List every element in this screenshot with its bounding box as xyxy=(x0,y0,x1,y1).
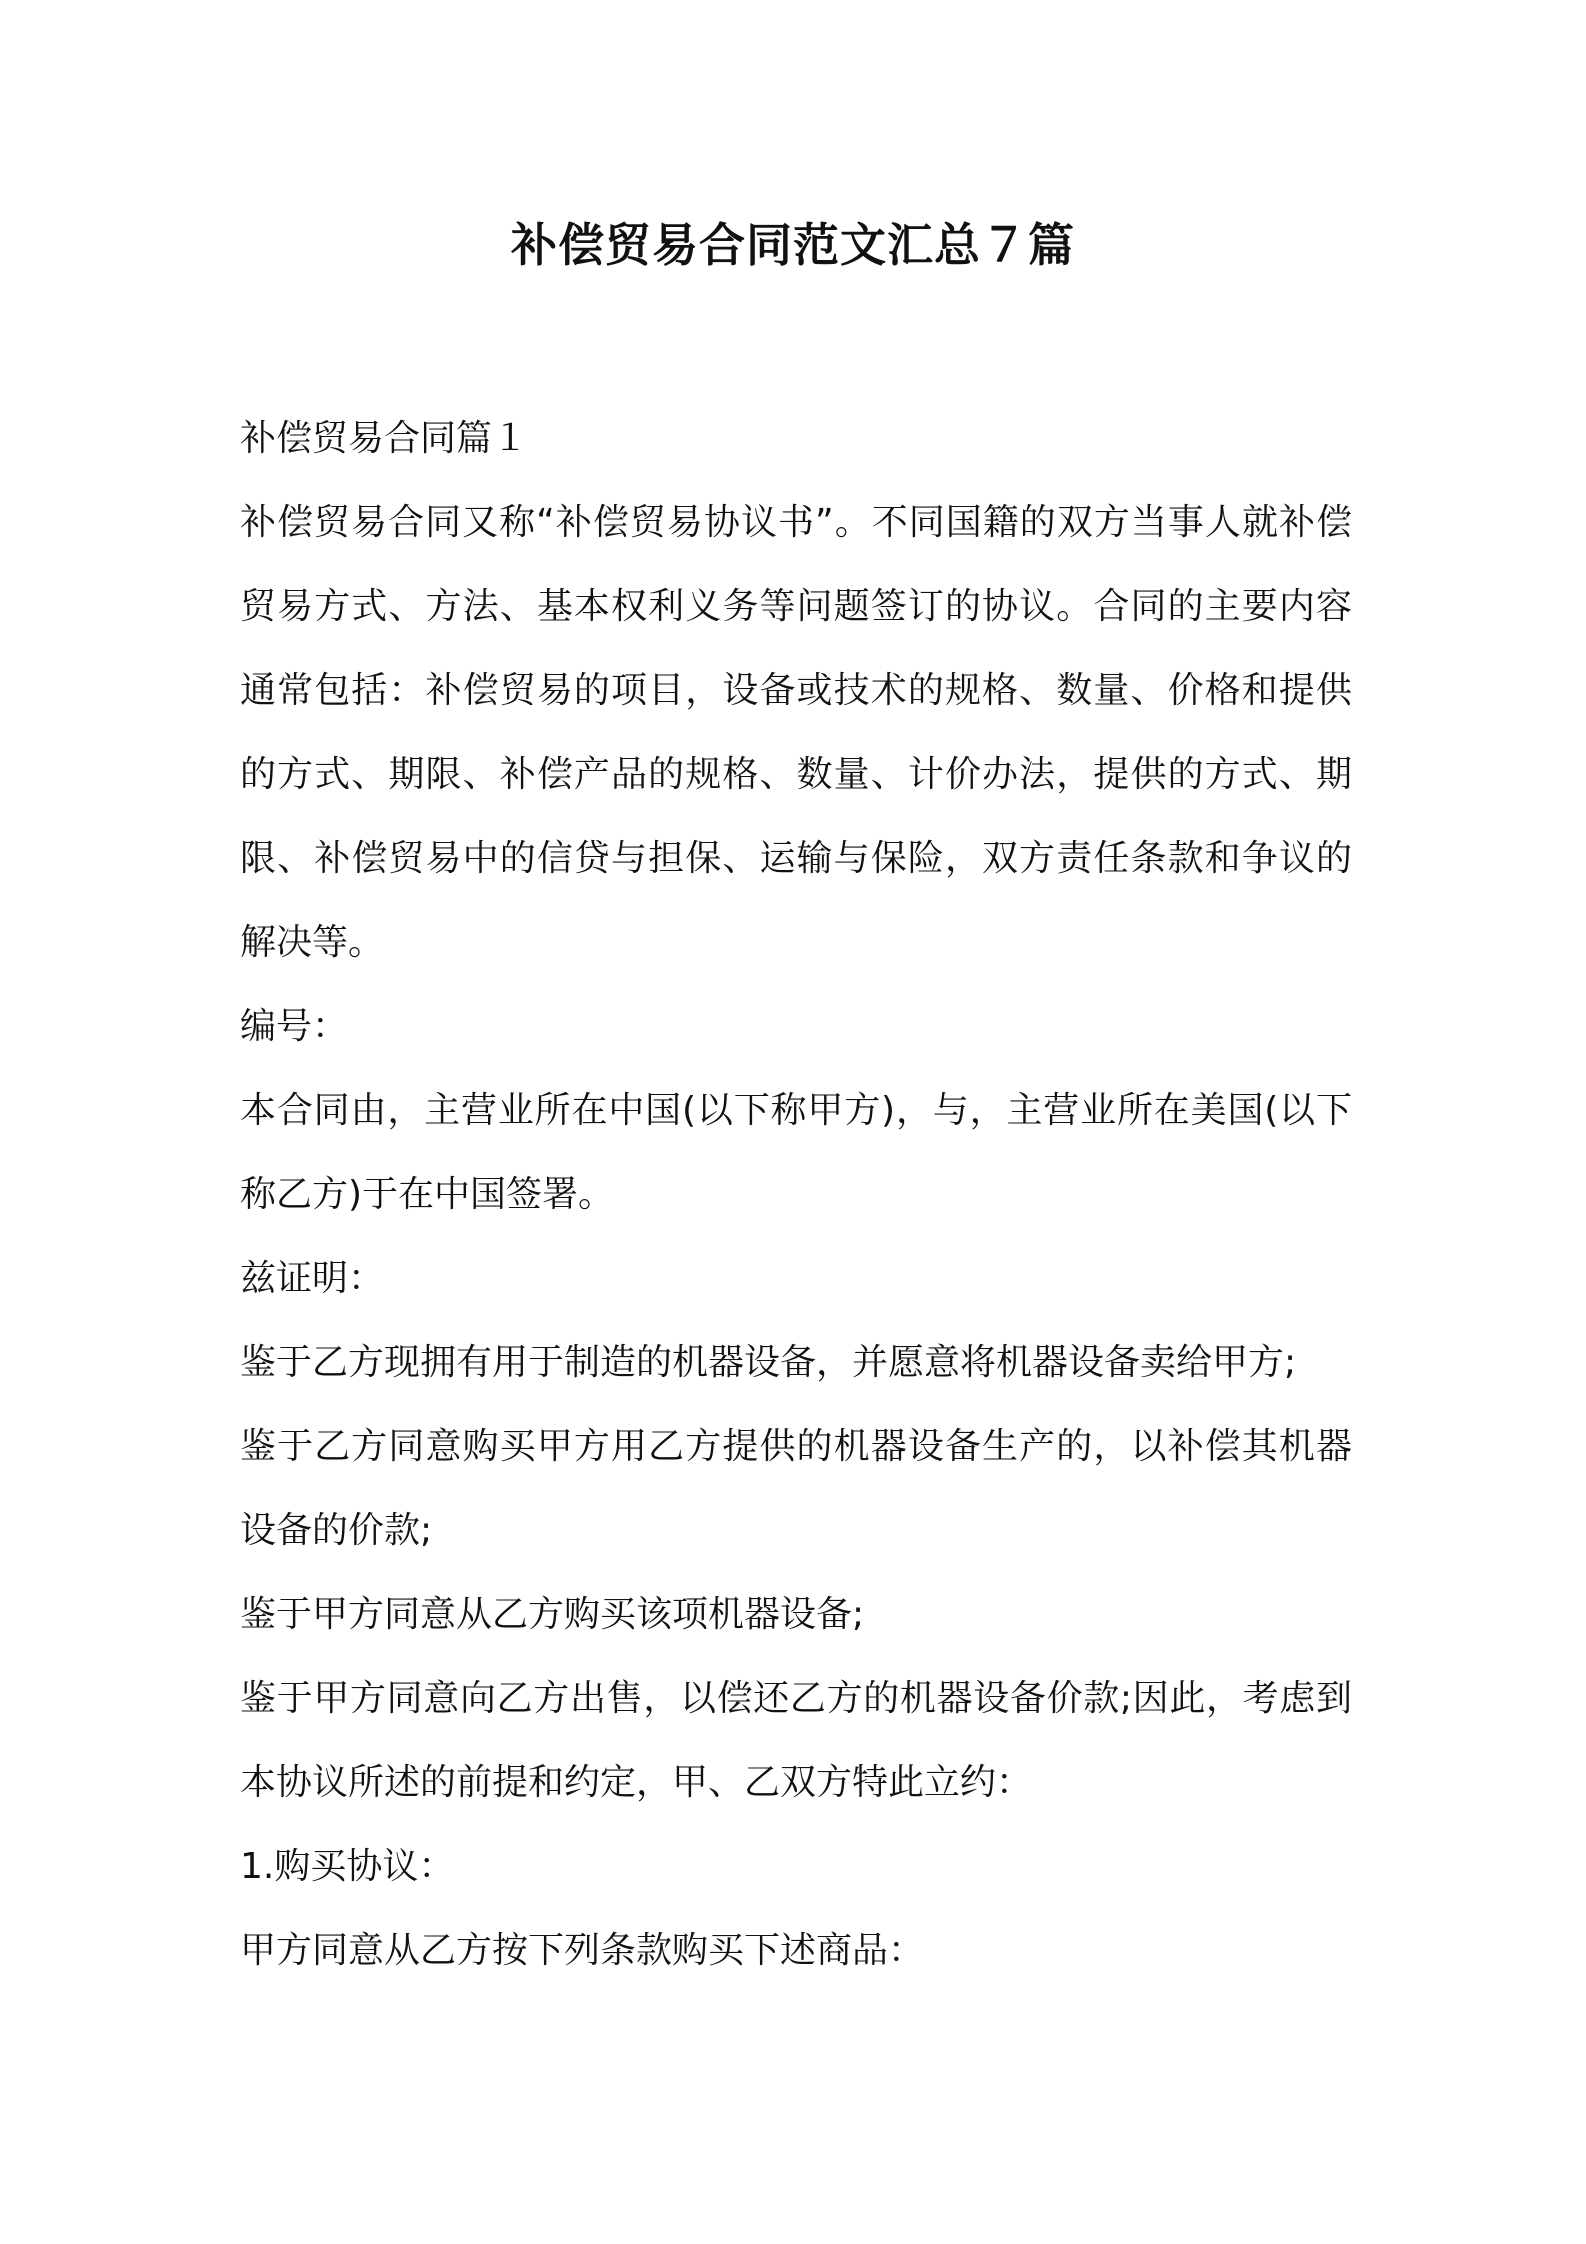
paragraph-whereas-1: 鉴于乙方现拥有用于制造的机器设备，并愿意将机器设备卖给甲方; xyxy=(240,1342,1297,1383)
paragraph-intro: 补偿贸易合同又称“补偿贸易协议书”。不同国籍的双方当事人就补偿贸易方式、方法、基本权利义务等问题签订的协议。合同的主要内容通常包括：补偿贸易的项目，设备或技术的规格、数量、价格和提供的方式、期限、补偿产品的规格、数量、计价办法，提供的方式、期限、补偿贸易中的信贷与担保、运输与保险，双方责任条款和争议的解决等。 xyxy=(240,502,1352,963)
section-heading: 补偿贸易合同篇１ xyxy=(240,418,529,459)
paragraph-clause-1: 甲方同意从乙方按下列条款购买下述商品： xyxy=(240,1930,925,1971)
paragraph-parties: 本合同由，主营业所在中国(以下称甲方)，与，主营业所在美国(以下称乙方)于在中国签署。 xyxy=(240,1090,1352,1215)
document-title: 补偿贸易合同范文汇总７篇 xyxy=(511,218,1075,272)
contract-number-label: 编号： xyxy=(240,1006,349,1047)
paragraph-whereas-3: 鉴于甲方同意从乙方购买该项机器设备; xyxy=(240,1594,865,1635)
paragraph-whereas-2: 鉴于乙方同意购买甲方用乙方提供的机器设备生产的，以补偿其机器设备的价款; xyxy=(240,1426,1352,1551)
paragraph-whereas-4: 鉴于甲方同意向乙方出售，以偿还乙方的机器设备价款;因此，考虑到本协议所述的前提和约定，甲、乙双方特此立约： xyxy=(240,1678,1352,1803)
clause-heading: 1.购买协议： xyxy=(240,1846,455,1887)
document-body xyxy=(240,397,1352,1993)
witness-label: 兹证明： xyxy=(240,1258,385,1299)
